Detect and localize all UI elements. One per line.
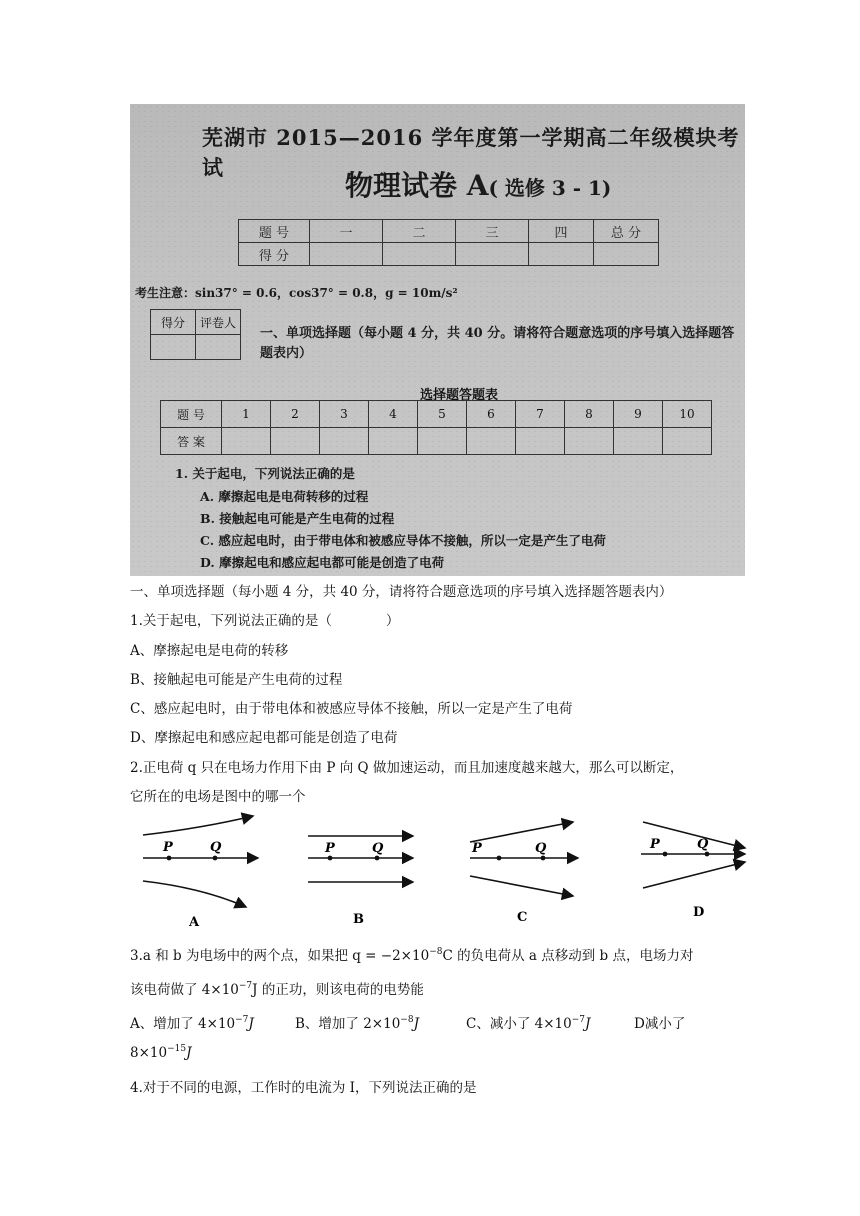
answer-table <box>160 400 712 455</box>
score-cell <box>529 243 594 266</box>
photo-option-c: C. 感应起电时，由于带电体和被感应导体不接触，所以一定是产生了电荷 <box>200 533 606 548</box>
answer-number: 4 <box>369 401 418 428</box>
q3-option-b <box>295 1012 419 1032</box>
question-2-line-2: 它所在的电场是图中的哪一个 <box>130 789 306 805</box>
score-cell: 得 分 <box>239 243 310 266</box>
figure-d <box>641 822 745 920</box>
q3-option-c <box>466 1012 590 1032</box>
figure-c-q: Q <box>535 841 547 856</box>
score-cell <box>456 243 529 266</box>
score-cell <box>594 243 659 266</box>
figure-c-p: P <box>472 841 482 856</box>
score-cell: 题 号 <box>239 220 310 243</box>
exam-subject <box>345 164 611 204</box>
answer-number: 8 <box>565 401 614 428</box>
q1-option-b: B、接触起电可能是产生电荷的过程 <box>130 672 343 688</box>
q3-option-d: D减小了 <box>634 1016 686 1032</box>
photo-option-a: A. 摩擦起电是电荷转移的过程 <box>200 489 369 504</box>
q1-option-a: A、摩擦起电是电荷的转移 <box>130 643 289 659</box>
answer-cell <box>614 428 663 455</box>
photo-section-heading: 一、单项选择题（每小题 4 分，共 40 分。请将符合题意选项的序号填入选择题答题表内） <box>260 326 735 361</box>
answer-table-title: 选择题答题表 <box>420 388 499 403</box>
figure-a-label: A <box>189 915 200 926</box>
subject-suffix: ( 选修 3 - 1) <box>488 176 612 200</box>
photo-question-1: 1. 关于起电，下列说法正确的是 <box>175 466 355 481</box>
score-value-row <box>239 243 659 266</box>
score-cell: 总 分 <box>594 220 659 243</box>
field-lines-figure <box>133 808 753 926</box>
score-cell: 二 <box>383 220 456 243</box>
question-3-line-1 <box>130 944 693 964</box>
answer-blank-row <box>161 428 712 455</box>
figure-d-q: Q <box>697 837 709 852</box>
answer-number: 10 <box>663 401 712 428</box>
section-heading: 一、单项选择题（每小题 4 分，共 40 分，请将符合题意选项的序号填入选择题答题表内） <box>130 584 673 600</box>
figure-a-p: P <box>163 840 173 855</box>
q3-a-exp: −7 <box>235 1015 249 1025</box>
answer-number: 2 <box>271 401 320 428</box>
question-1: 1.关于起电，下列说法正确的是（ ） <box>130 613 400 629</box>
answer-number: 9 <box>614 401 663 428</box>
grader-score-label: 得分 <box>151 310 196 335</box>
grader-name-label: 评卷人 <box>196 310 241 335</box>
answer-cell <box>663 428 712 455</box>
q3-c-unit: J <box>584 1016 591 1032</box>
q3-text-1: a 和 b 为电场中的两个点，如果把 q = −2×10 <box>142 948 430 964</box>
answer-number: 6 <box>467 401 516 428</box>
score-cell: 四 <box>529 220 594 243</box>
q3-c-exp: −7 <box>571 1015 585 1025</box>
grader-cell <box>196 335 241 360</box>
figure-d-p: P <box>650 837 660 852</box>
q3-d-exp: −15 <box>167 1044 187 1054</box>
q3-d-unit: J <box>186 1045 192 1061</box>
q3-c-text: C、减小了 4×10 <box>466 1016 572 1032</box>
q3-number: 3. <box>130 948 143 964</box>
score-cell <box>383 243 456 266</box>
q3-text-2: C 的负电荷从 a 点移动到 b 点，电场力对 <box>442 948 694 964</box>
answer-cell <box>369 428 418 455</box>
question-4: 4.对于不同的电源，工作时的电流为 I，下列说法正确的是 <box>130 1080 477 1096</box>
answer-cell <box>222 428 271 455</box>
q3-text-3: 该电荷做了 4×10 <box>130 982 239 998</box>
answer-number: 1 <box>222 401 271 428</box>
question-2-line-1: 2.正电荷 q 只在电场力作用下由 P 向 Q 做加速运动，而且加速度越来越大，那么可以断定， <box>130 760 684 776</box>
q1-option-c: C、感应起电时，由于带电体和被感应导体不接触，所以一定是产生了电荷 <box>130 701 573 717</box>
q3-option-a <box>130 1012 254 1032</box>
figure-a-q: Q <box>210 840 222 855</box>
exam-notice: 考生注意：sin37° = 0.6，cos37° = 0.8，g = 10m/s² <box>135 286 458 300</box>
photo-option-d: D. 摩擦起电和感应起电都可能是创造了电荷 <box>200 555 445 570</box>
figure-b-p: P <box>325 841 335 856</box>
exam-photo <box>130 104 745 576</box>
answer-number: 5 <box>418 401 467 428</box>
grader-table <box>150 309 241 360</box>
grader-cell <box>151 335 196 360</box>
answer-cell <box>320 428 369 455</box>
score-cell: 三 <box>456 220 529 243</box>
answer-cell <box>271 428 320 455</box>
answer-label: 答 案 <box>161 428 222 455</box>
score-table <box>238 219 659 266</box>
q3-b-text: B、增加了 2×10 <box>295 1016 401 1032</box>
q3-b-unit: J <box>413 1016 419 1032</box>
question-3-line-2 <box>130 978 424 998</box>
q3-b-exp: −8 <box>400 1015 414 1025</box>
answer-cell <box>418 428 467 455</box>
figure-b <box>308 836 413 926</box>
figure-b-q: Q <box>372 841 384 856</box>
q1-option-d: D、摩擦起电和感应起电都可能是创造了电荷 <box>130 730 398 746</box>
q3-text-4: J 的正功，则该电荷的电势能 <box>252 982 424 998</box>
answer-number: 3 <box>320 401 369 428</box>
photo-option-b: B. 接触起电可能是产生电荷的过程 <box>200 511 395 526</box>
q3-d-text: 8×10 <box>130 1045 168 1061</box>
answer-cell <box>467 428 516 455</box>
figure-c <box>470 822 578 925</box>
answer-cell <box>516 428 565 455</box>
score-cell: 一 <box>310 220 383 243</box>
figure-b-label: B <box>353 912 364 926</box>
exam-title: 芜湖市 2015—2016 学年度第一学期高二年级模块考试 <box>202 125 740 180</box>
q3-a-text: A、增加了 4×10 <box>130 1016 236 1032</box>
answer-label: 题 号 <box>161 401 222 428</box>
score-header-row <box>239 220 659 243</box>
score-cell <box>310 243 383 266</box>
q3-exp-2: −7 <box>238 981 253 991</box>
subject-name: 物理试卷 A <box>345 169 489 202</box>
q3-a-unit: J <box>248 1016 254 1032</box>
answer-cell <box>565 428 614 455</box>
answer-number: 7 <box>516 401 565 428</box>
figure-d-label: D <box>693 905 705 920</box>
figure-c-label: C <box>517 910 528 925</box>
answer-number-row <box>161 401 712 428</box>
q3-exp-1: −8 <box>429 947 443 957</box>
figure-a <box>143 816 258 926</box>
q3-option-d-value <box>130 1044 192 1061</box>
